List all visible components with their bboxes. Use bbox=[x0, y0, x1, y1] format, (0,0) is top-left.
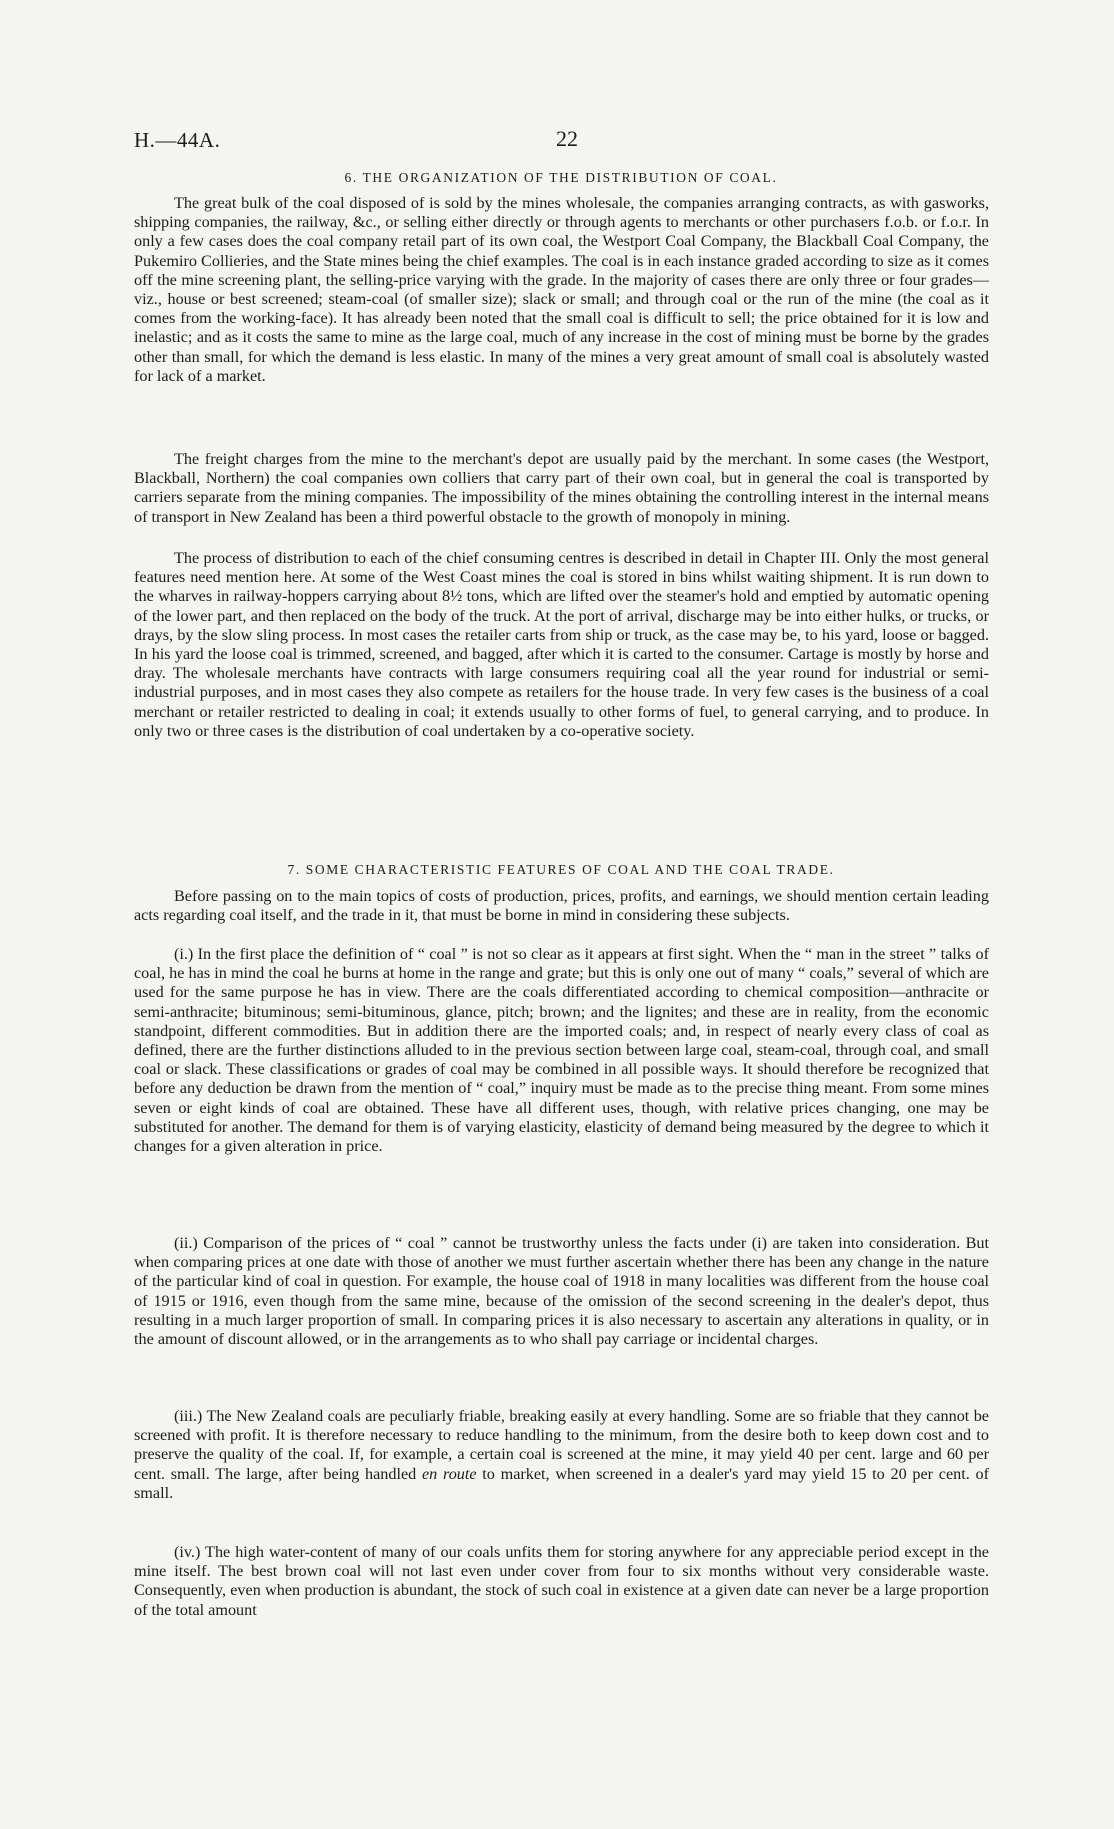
section-6-heading: 6. THE ORGANIZATION OF THE DISTRIBUTION OF COAL. bbox=[344, 170, 778, 185]
section-7-intro: Before passing on to the main topics of costs of production, prices, profits, and earnings, we should mention certain leading acts regarding coal itself, and the trade in it, that must be borne in mind in considering these subjects. bbox=[134, 887, 989, 925]
section-7-point-i: (i.) In the first place the definition of “ coal ” is not so clear as it appears at first sight. When the “ man in the street ” talks of coal, he has in mind the coal he burns at home in the range and grate; but this is only one out of many “ coals,” several of which are used for the same purpose he has in view. There are the coals differentiated according to chemical composition—anthracite or semi-anthracite; bituminous; semi-bituminous, glance, pitch; brown; and the lignites; and these are in reality, from the economic standpoint, different commodities. But in addition there are the imported coals; and, in respect of nearly every class of coal as defined, there are the further distinctions alluded to in the previous section between large coal, steam-coal, through coal, and small coal or slack. These classifications or grades of coal may be combined in all possible ways. It should therefore be recognized that before any deduction be drawn from the mention of “ coal,” inquiry must be made as to the precise thing meant. From some mines seven or eight kinds of coal are obtained. These have all different uses, though, with relative prices changing, one may be substituted for another. The demand for them is of varying elasticity, elasticity of demand being measured by the degree to which it changes for a given alteration in price. bbox=[134, 945, 989, 1156]
section-6-paragraph-2: The freight charges from the mine to the merchant's depot are usually paid by the merchant. In some cases (the Westport, Blackball, Northern) the coal companies own colliers that carry part of their own coal, but in general the coal is transported by carriers separate from the mining companies. The impossibility of the mines obtaining the controlling interest in the internal means of transport in New Zealand has been a third powerful obstacle to the growth of monopoly in mining. bbox=[134, 450, 989, 526]
point-iii-italic-phrase: en route bbox=[422, 1464, 477, 1483]
point-iii-text-end: to market, when screened in a dealer's yard may yield 15 to 20 per cent. of small. bbox=[134, 1464, 989, 1502]
section-7-point-iii bbox=[134, 1407, 989, 1503]
page-number: 22 bbox=[556, 126, 578, 151]
document-code: H.—44A. bbox=[134, 128, 221, 152]
section-7-point-iv: (iv.) The high water-content of many of our coals unfits them for storing anywhere for any appreciable period except in the mine itself. The best brown coal will not last even under cover from four to six months without very considerable waste. Consequently, even when production is abundant, the stock of such coal in existence at a given date can never be a large proportion of the total amount bbox=[134, 1543, 989, 1619]
point-iii-text-start: (iii.) The New Zealand coals are peculiarly friable, breaking easily at every handling. Some are so friable that they cannot be screened with profit. It is therefore necessary to reduce handling to the minimum, from the desire both to keep down cost and to preserve the quality of the coal. If, for example, a certain coal is screened at the mine, it may yield 40 per cent. large and 60 per cent. small. The large, after being handled bbox=[134, 1407, 989, 1483]
section-6-paragraph-3: The process of distribution to each of the chief consuming centres is described in detail in Chapter III. Only the most general features need mention here. At some of the West Coast mines the coal is stored in bins whilst waiting shipment. It is run down to the wharves in railway-hoppers carrying about 8½ tons, which are lifted over the steamer's hold and emptied by automatic opening of the lower part, and then replaced on the body of the truck. At the port of arrival, discharge may be into either hulks, or trucks, or drays, by the slow sling process. In most cases the retailer carts from ship or truck, as the case may be, to his yard, loose or bagged. In his yard the loose coal is trimmed, screened, and bagged, after which it is carted to the consumer. Cartage is mostly by horse and dray. The wholesale merchants have contracts with large consumers requiring coal all the year round for industrial or semi-industrial purposes, and in most cases they also compete as retailers for the house trade. In very few cases is the business of a coal merchant or retailer restricted to dealing in coal; it extends usually to other forms of fuel, to general carrying, and to produce. In only two or three cases is the distribution of coal undertaken by a co-operative society. bbox=[134, 549, 989, 740]
section-6-paragraph-1: The great bulk of the coal disposed of is sold by the mines wholesale, the companies arranging contracts, as with gasworks, shipping companies, the railway, &c., or selling either directly or through agents to merchants or other purchasers f.o.b. or f.o.r. In only a few cases does the coal company retail part of its own coal, the Westport Coal Company, the Blackball Coal Company, the Pukemiro Collieries, and the State mines being the chief examples. The coal is in each instance graded according to size as it comes off the mine screening plant, the selling-price varying with the grade. In the majority of cases there are only three or four grades—viz., house or best screened; steam-coal (of smaller size); slack or small; and through coal or the run of the mine (the coal as it comes from the working-face). It has already been noted that the small coal is difficult to sell; the price obtained for it is low and inelastic; and as it costs the same to mine as the large coal, much of any increase in the cost of mining must be borne by the grades other than small, for which the demand is less elastic. In many of the mines a very great amount of small coal is absolutely wasted for lack of a market. bbox=[134, 194, 989, 385]
section-7-heading: 7. SOME CHARACTERISTIC FEATURES OF COAL AND THE COAL TRADE. bbox=[287, 862, 835, 877]
section-7-point-ii: (ii.) Comparison of the prices of “ coal ” cannot be trustworthy unless the facts under (i) are taken into consideration. But when comparing prices at one date with those of another we must further ascertain whether there has been any change in the nature of the particular kind of coal in question. For example, the house coal of 1918 in many localities was different from the house coal of 1915 or 1916, even though from the same mine, because of the omission of the second screening in the dealer's depot, thus resulting in a much larger proportion of small. In comparing prices it is also necessary to ascertain any alterations in quality, or in the amount of discount allowed, or in the arrangements as to who shall pay carriage or incidental charges. bbox=[134, 1234, 989, 1349]
